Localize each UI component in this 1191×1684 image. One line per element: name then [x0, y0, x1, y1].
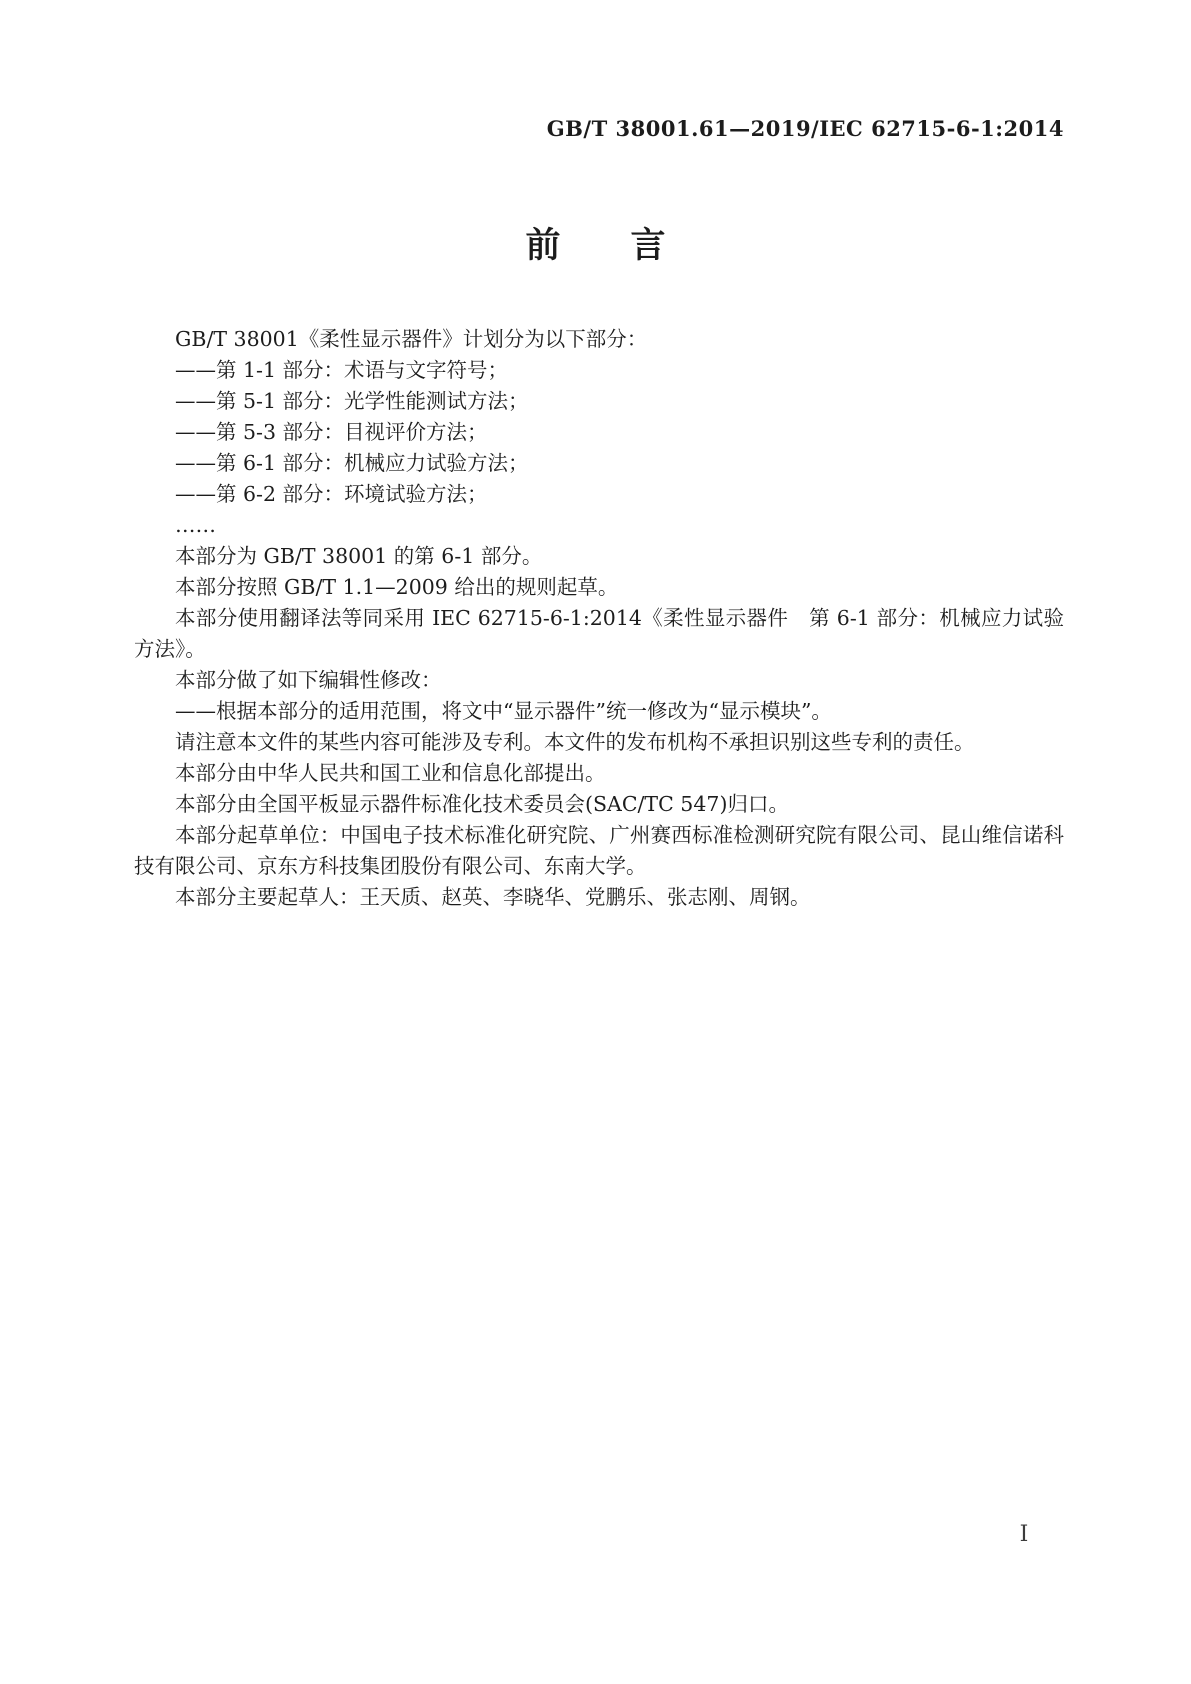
- foreword-paragraph: 本部分为 GB/T 38001 的第 6-1 部分。: [175, 544, 543, 568]
- standard-number-header: GB/T 38001.61—2019/IEC 62715-6-1:2014: [546, 116, 1064, 141]
- foreword-paragraph: 本部分由中华人民共和国工业和信息化部提出。: [175, 761, 606, 785]
- foreword-paragraph: ……: [175, 513, 216, 537]
- foreword-paragraph: 本部分使用翻译法等同采用 IEC 62715-6-1:2014《柔性显示器件 第 6-1 部分：机械应力试验方法》。: [134, 606, 1064, 661]
- foreword-paragraph: ——第 5-1 部分：光学性能测试方法；: [175, 389, 529, 413]
- foreword-paragraph: 本部分由全国平板显示器件标准化技术委员会(SAC/TC 547)归口。: [175, 792, 789, 816]
- foreword-paragraph: 请注意本文件的某些内容可能涉及专利。本文件的发布机构不承担识别这些专利的责任。: [175, 730, 975, 754]
- foreword-paragraph: ——第 6-2 部分：环境试验方法；: [175, 482, 488, 506]
- foreword-paragraph: 本部分做了如下编辑性修改：: [175, 668, 442, 692]
- foreword-paragraph: ——第 1-1 部分：术语与文字符号；: [175, 358, 509, 382]
- foreword-paragraph: 本部分主要起草人：王天质、赵英、李晓华、党鹏乐、张志刚、周钢。: [175, 885, 811, 909]
- foreword-paragraph: ——第 6-1 部分：机械应力试验方法；: [175, 451, 529, 475]
- foreword-body: [134, 324, 1064, 913]
- foreword-paragraph: GB/T 38001《柔性显示器件》计划分为以下部分：: [175, 327, 648, 351]
- foreword-paragraph: 本部分按照 GB/T 1.1—2009 给出的规则起草。: [175, 575, 619, 599]
- page-number: I: [1019, 1522, 1029, 1547]
- foreword-paragraph: ——根据本部分的适用范围，将文中“显示器件”统一修改为“显示模块”。: [175, 699, 832, 723]
- foreword-paragraph: 本部分起草单位：中国电子技术标准化研究院、广州赛西标准检测研究院有限公司、昆山维信诺科技有限公司、京东方科技集团股份有限公司、东南大学。: [134, 823, 1064, 878]
- page-title: 前 言: [525, 225, 666, 266]
- foreword-paragraph: ——第 5-3 部分：目视评价方法；: [175, 420, 488, 444]
